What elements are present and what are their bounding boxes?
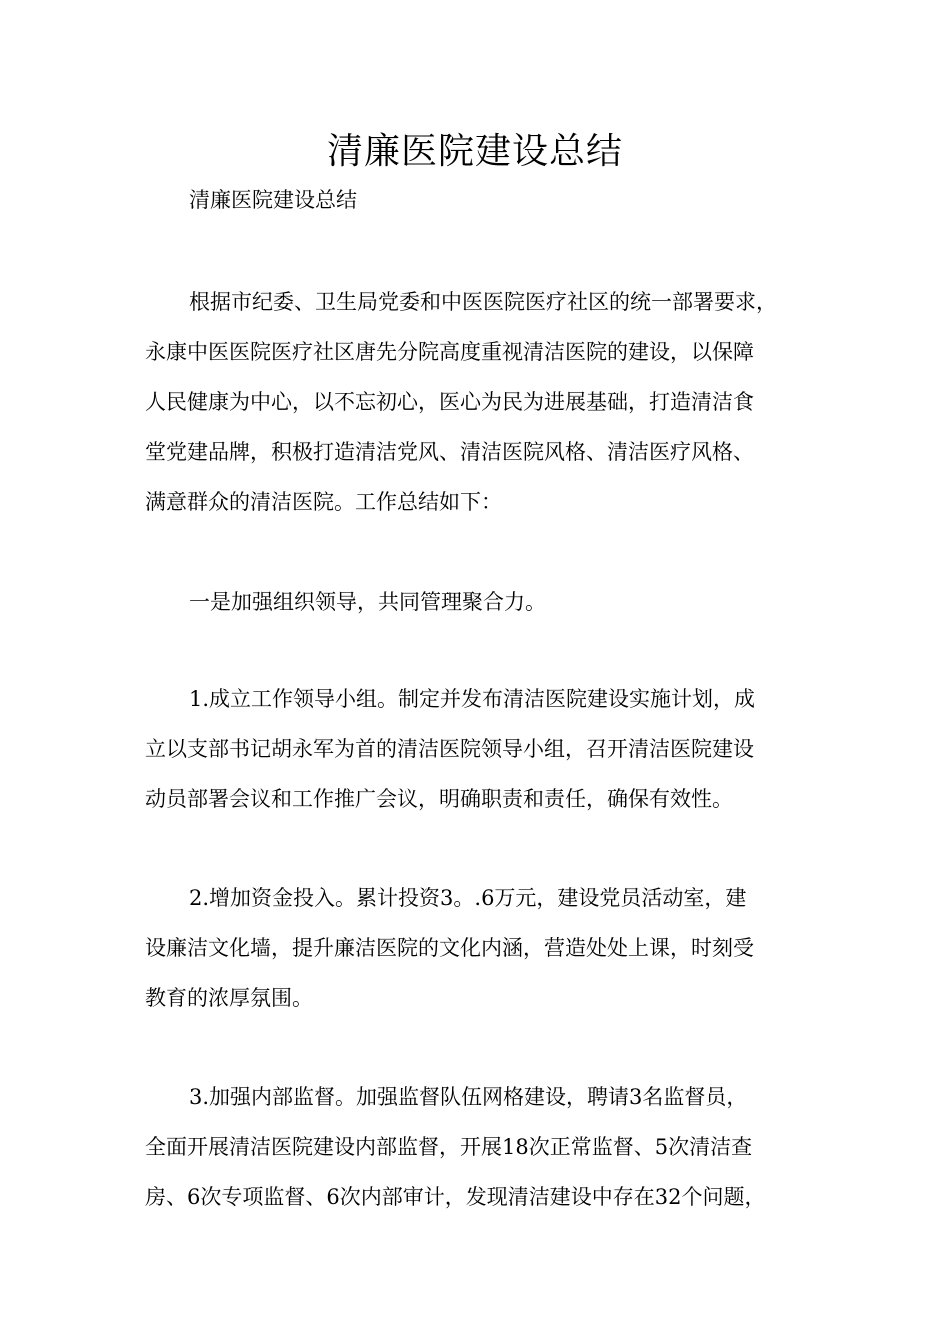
paragraph-section-heading [145, 577, 835, 627]
text-line: 1.成立工作领导小组。制定并发布清洁医院建设实施计划，成 [189, 687, 756, 711]
paragraph-intro [145, 277, 835, 527]
text-line: 人民健康为中心，以不忘初心，医心为民为进展基础，打造清洁食 [145, 390, 754, 414]
document-subtitle: 清廉医院建设总结 [189, 188, 357, 212]
text-line: 3.加强内部监督。加强监督队伍网格建设，聘请3名监督员， [189, 1085, 748, 1109]
text-line: 动员部署会议和工作推广会议，明确职责和责任，确保有效性。 [145, 787, 733, 811]
paragraph-item-1 [145, 674, 835, 824]
text-line: 永康中医医院医疗社区唐先分院高度重视清洁医院的建设，以保障 [145, 340, 754, 364]
text-line: 设廉洁文化墙，提升廉洁医院的文化内涵，营造处处上课，时刻受 [145, 936, 754, 960]
text-line: 全面开展清洁医院建设内部监督，开展18次正常监督、5次清洁查 [145, 1135, 753, 1159]
text-line: 一是加强组织领导，共同管理聚合力。 [189, 590, 546, 614]
text-line: 根据市纪委、卫生局党委和中医医院医疗社区的统一部署要求， [189, 290, 777, 314]
text-line: 房、6次专项监督、6次内部审计，发现清洁建设中存在32个问题， [145, 1185, 766, 1209]
text-line: 教育的浓厚氛围。 [145, 986, 313, 1010]
paragraph-item-3 [145, 1072, 835, 1222]
text-line: 满意群众的清洁医院。工作总结如下： [145, 490, 502, 514]
paragraph-item-2 [145, 873, 835, 1023]
text-line: 堂党建品牌，积极打造清洁党风、清洁医院风格、清洁医疗风格、 [145, 440, 754, 464]
document-title: 清廉医院建设总结 [326, 131, 623, 172]
text-line: 2.增加资金投入。累计投资3。.6万元，建设党员活动室，建 [189, 886, 747, 910]
text-line: 立以支部书记胡永军为首的清洁医院领导小组，召开清洁医院建设 [145, 737, 754, 761]
